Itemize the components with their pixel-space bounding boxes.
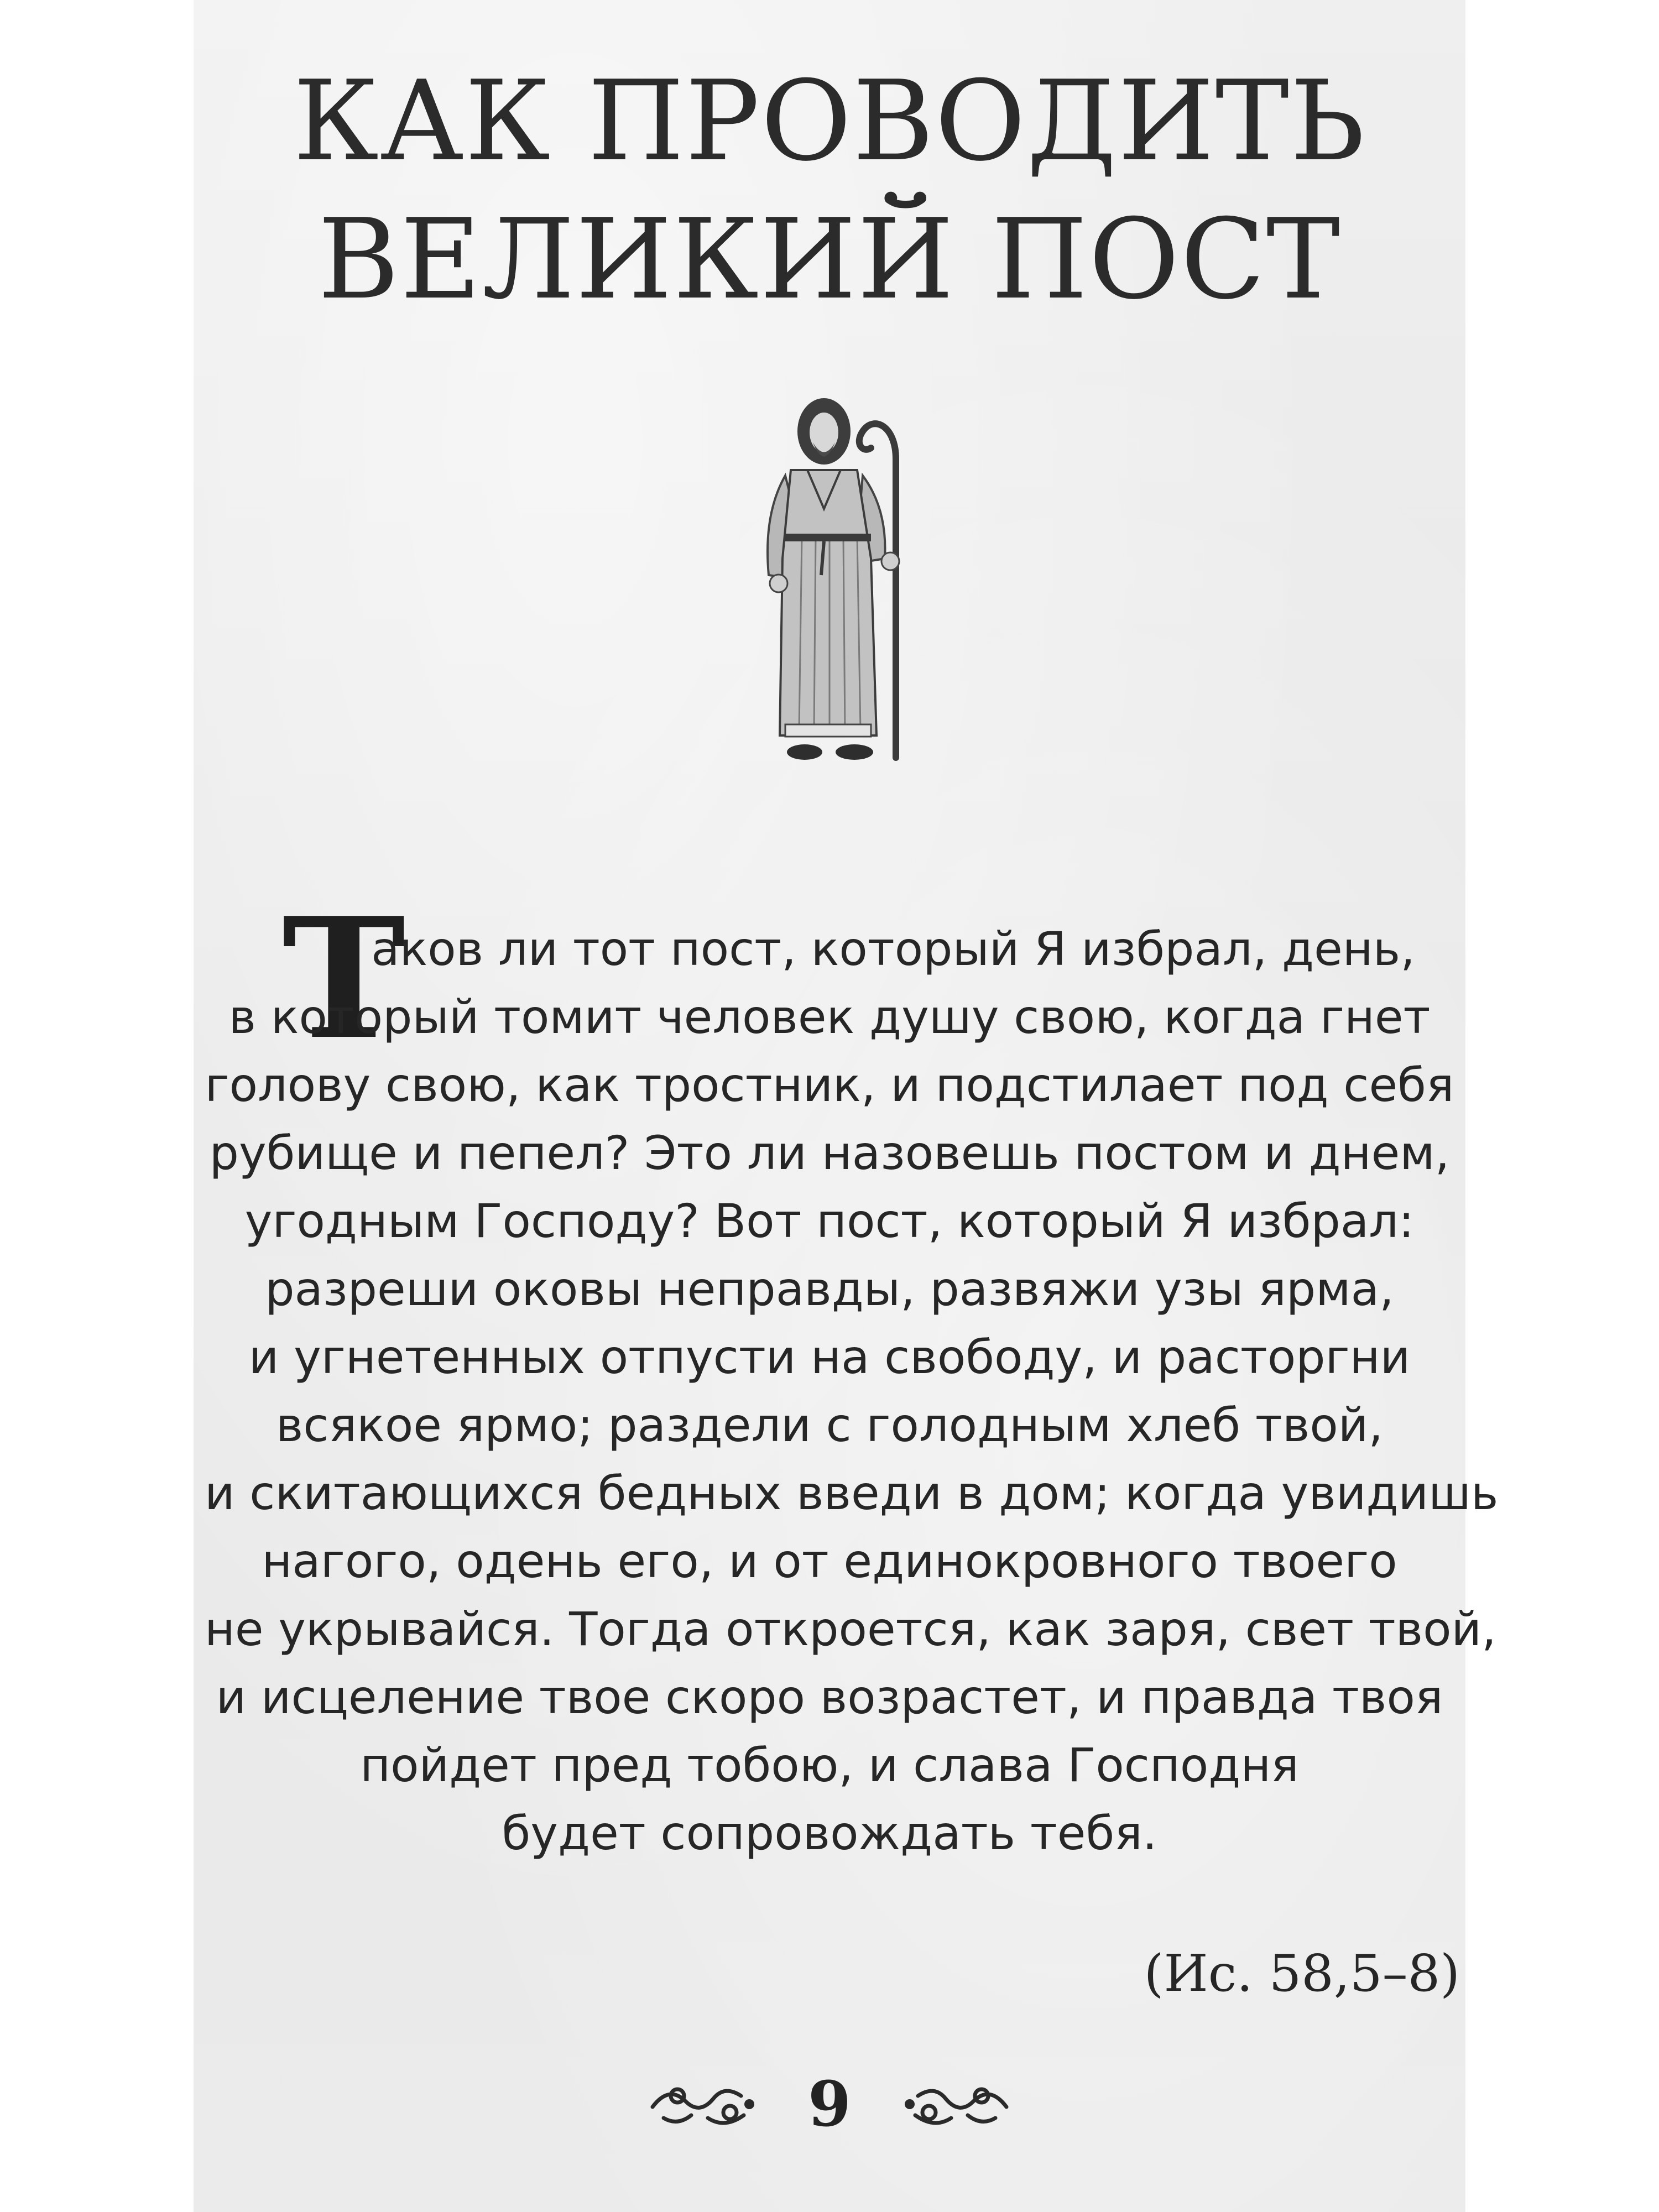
title-line-1: КАК ПРОВОДИТЬ — [293, 57, 1366, 186]
drop-cap: Т — [282, 881, 406, 1076]
shepherd-figure-icon — [730, 393, 951, 780]
page-footer — [194, 2068, 1465, 2140]
quote-line: голову свою, как тростник, и подстилает под себя — [205, 1058, 1454, 1112]
quote-line: и угнетенных отпусти на свободу, и расторгни — [248, 1330, 1411, 1384]
quote-line: всякое ярмо; раздели с голодным хлеб твой, — [275, 1398, 1384, 1452]
page-title — [194, 53, 1465, 329]
quote-line: аков ли тот пост, который Я избрал, день, — [371, 922, 1415, 976]
quote-line: в который томит человек душу свою, когда гнет — [228, 990, 1431, 1044]
quote-line: угодным Господу? Вот пост, который Я избрал: — [244, 1194, 1415, 1248]
quote-line: разреши оковы неправды, развяжи узы ярма, — [265, 1262, 1394, 1316]
quote-line: не укрывайся. Тогда откроется, как заря, свет твой, — [205, 1602, 1496, 1656]
quote-line: пойдет пред тобою, и слава Господня — [360, 1738, 1299, 1792]
floral-ornament-icon — [901, 2074, 1012, 2135]
quote-line: нагого, одень его, и от единокровного твоего — [262, 1534, 1397, 1588]
quote-line: рубище и пепел? Это ли назовешь постом и днем, — [209, 1126, 1450, 1180]
quote-line: будет сопровождать тебя. — [502, 1806, 1157, 1860]
title-line-2: ВЕЛИКИЙ ПОСТ — [317, 195, 1342, 324]
scripture-quote — [205, 915, 1499, 1867]
page-number: 9 — [808, 2068, 851, 2141]
quote-line: и скитающихся бедных введи в дом; когда увидишь — [205, 1466, 1499, 1520]
quote-line: и исцеление твое скоро возрастет, и правда твоя — [216, 1670, 1443, 1724]
scripture-citation: (Ис. 58,5–8) — [1144, 1944, 1460, 2003]
